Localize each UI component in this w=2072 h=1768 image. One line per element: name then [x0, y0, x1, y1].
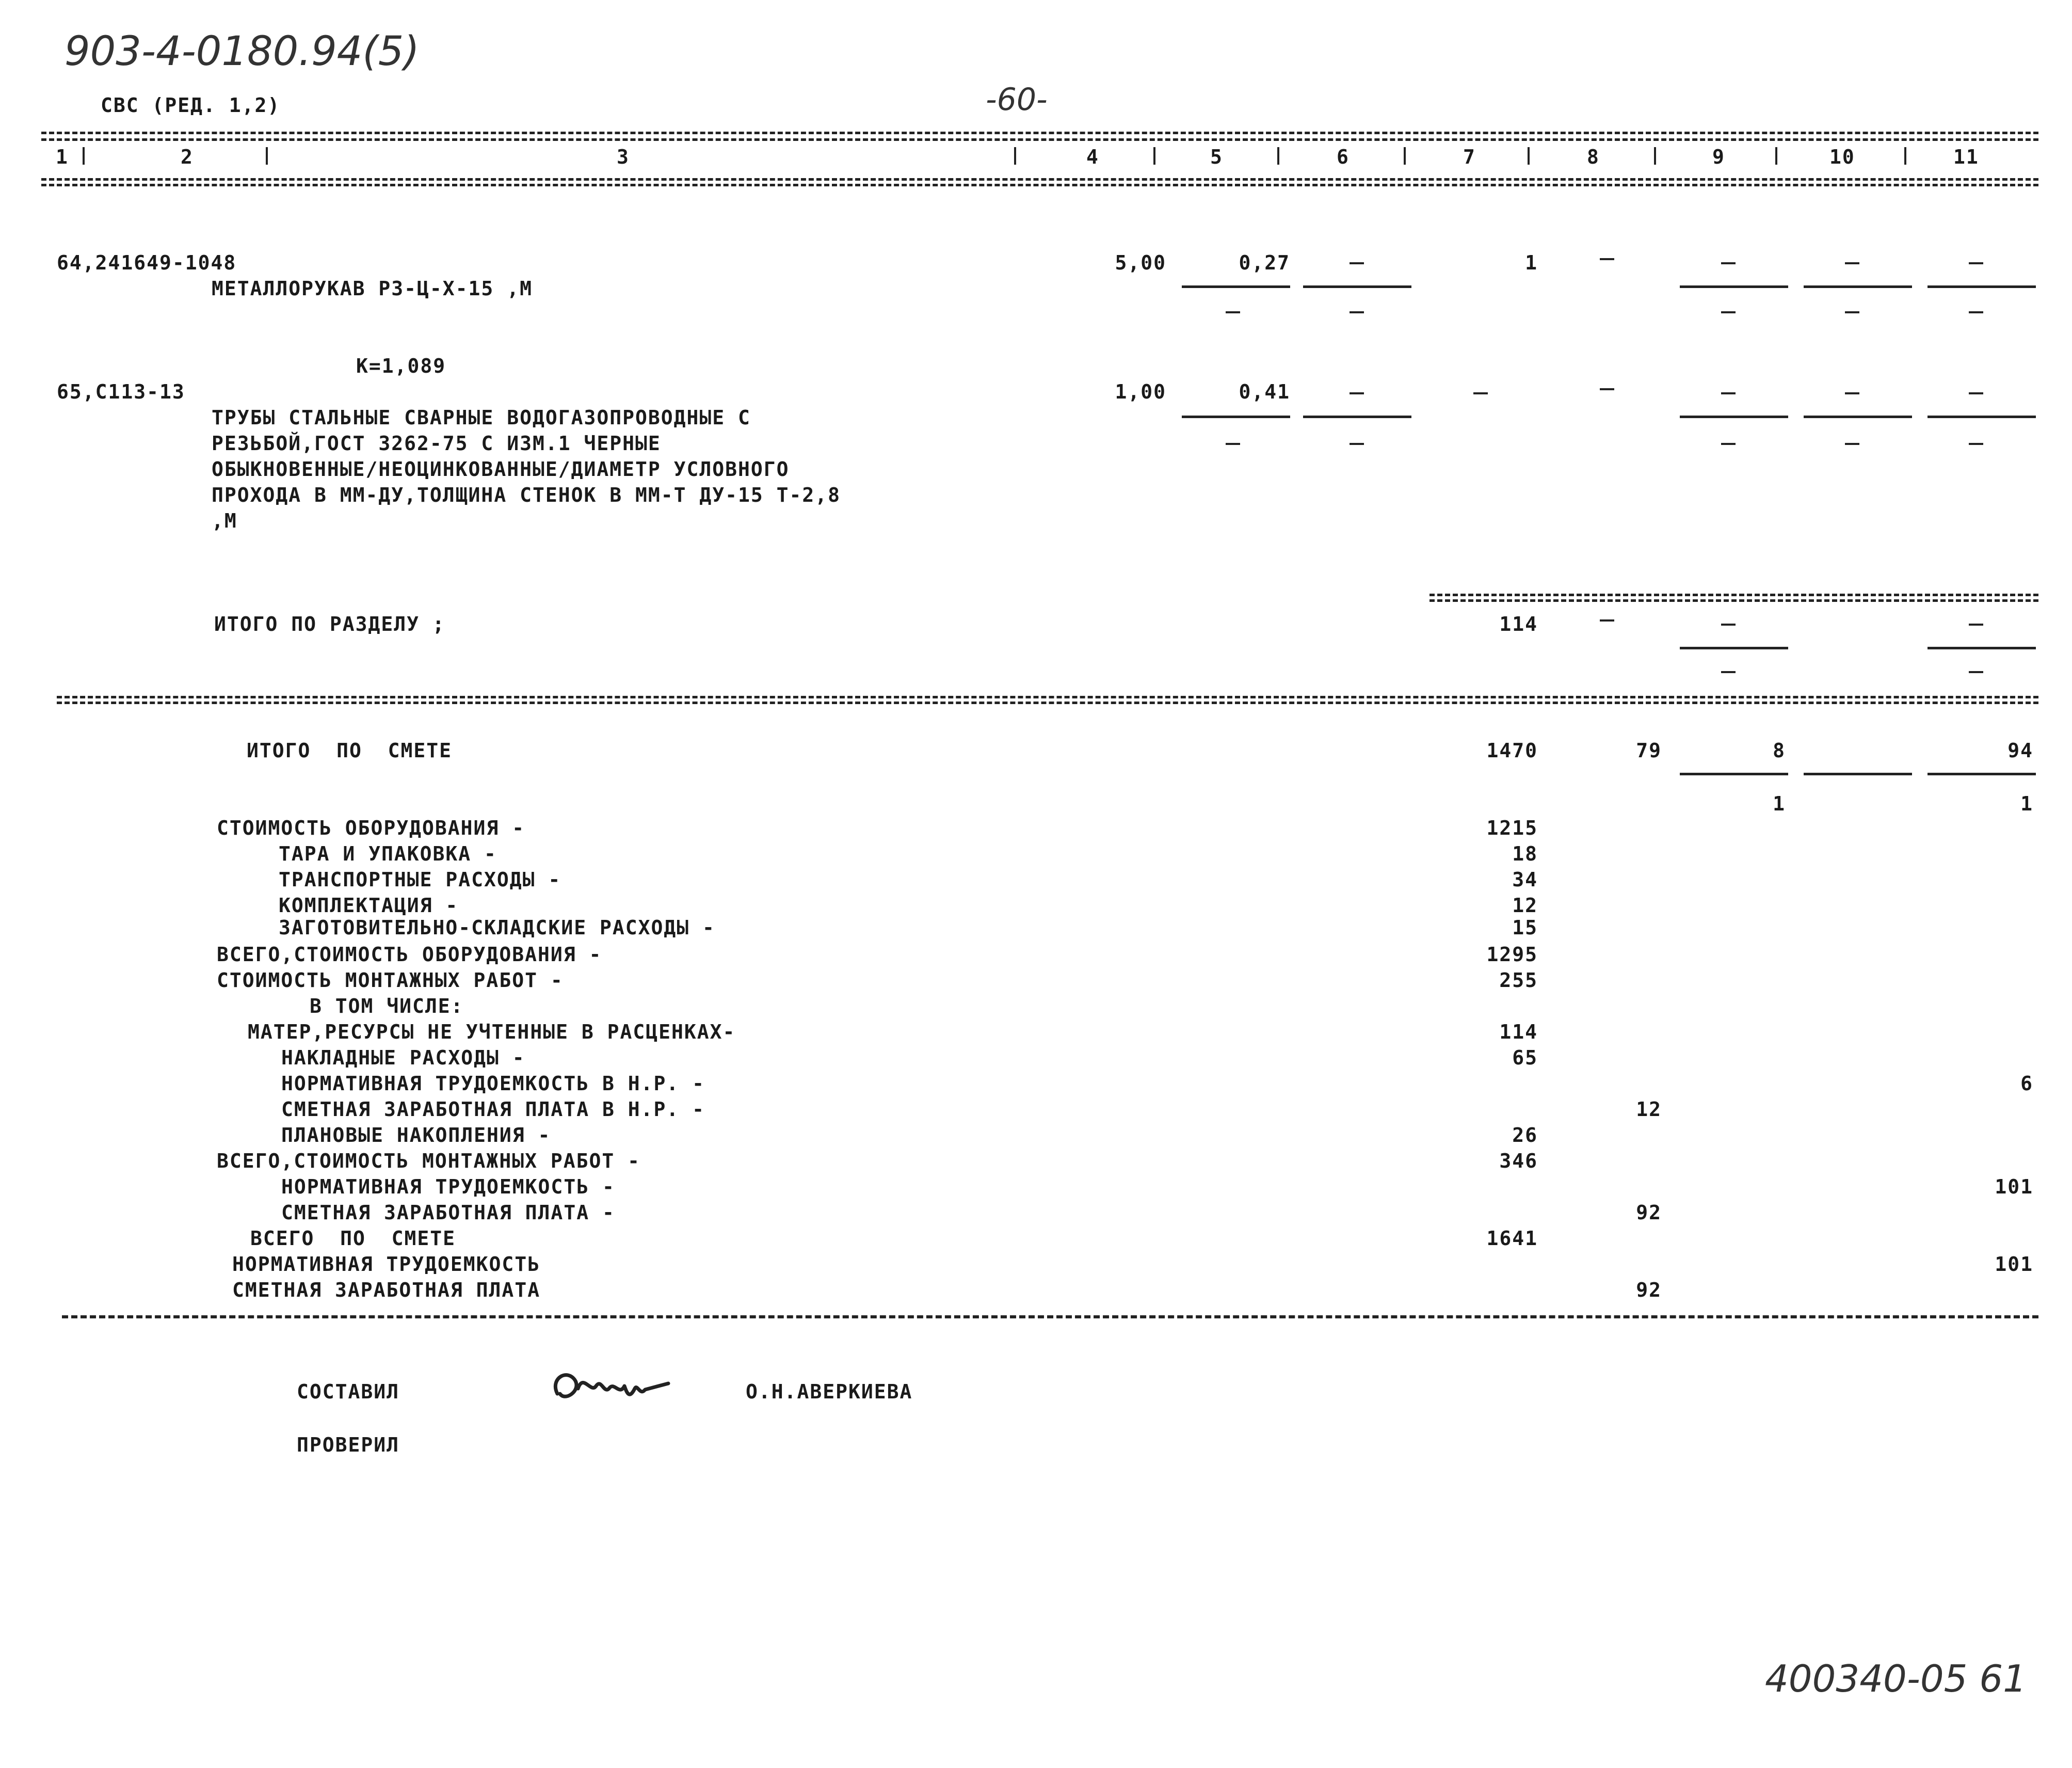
dash-mark: [1473, 392, 1488, 394]
summary-value: 26: [1512, 1124, 1538, 1146]
summary-value: 114: [1499, 1021, 1538, 1043]
summary-value: 15: [1512, 916, 1538, 939]
summary-value: 101: [1995, 1253, 2033, 1276]
summary-end-rule: [62, 1315, 2038, 1318]
summary-value: 12: [1636, 1098, 1662, 1121]
summary-value: 255: [1499, 969, 1538, 992]
dash-mark: [1721, 443, 1736, 445]
estimate-total-c9: 8: [1773, 739, 1786, 762]
estimate-total-c9-sub: 1: [1773, 792, 1786, 815]
summary-label: СТОИМОСТЬ ОБОРУДОВАНИЯ -: [217, 817, 525, 839]
item-name: МЕТАЛЛОРУКАВ РЗ-Ц-Х-15 ,М: [212, 277, 533, 300]
estimate-total-c8: 79: [1636, 739, 1662, 762]
dash-mark: [1226, 443, 1240, 445]
col-separator: [1775, 147, 1777, 165]
dash-mark: [1350, 262, 1364, 264]
dash-mark: [1721, 311, 1736, 313]
col-separator: [1014, 147, 1016, 165]
section-total-rule-2: [1429, 599, 2038, 602]
col-separator: [83, 147, 85, 165]
col-4: 4: [1086, 146, 1099, 168]
col-1: 1: [56, 146, 69, 168]
estimate-total-c7: 1470: [1486, 739, 1538, 762]
header-rule-bottom-2: [41, 184, 2038, 186]
dash-mark: [1969, 443, 1983, 445]
dash-mark: [1845, 262, 1859, 264]
dash-mark: [1969, 311, 1983, 313]
header-rule-bottom: [41, 178, 2038, 181]
header-rule-top-2: [41, 138, 2038, 141]
item-description-line: ПРОХОДА В ММ-ДУ,ТОЛЩИНА СТЕНОК В ММ-Т ДУ-15 Т-2,8: [212, 484, 841, 506]
summary-value: 18: [1512, 842, 1538, 865]
col-separator: [1904, 147, 1906, 165]
summary-label: ВСЕГО ПО СМЕТЕ: [250, 1227, 456, 1250]
estimate-total-c11: 94: [2007, 739, 2033, 762]
fraction-rule: [1928, 773, 2036, 775]
summary-label: ТРАНСПОРТНЫЕ РАСХОДЫ -: [279, 868, 561, 891]
fraction-rule: [1303, 416, 1411, 418]
fraction-rule: [1804, 773, 1912, 775]
dash-mark: [1721, 392, 1736, 394]
summary-value: 65: [1512, 1046, 1538, 1069]
col-8: 8: [1587, 146, 1600, 168]
summary-value: 1641: [1486, 1227, 1538, 1250]
program-label: СВС (РЕД. 1,2): [101, 94, 281, 117]
header-rule-top: [41, 132, 2038, 134]
summary-value: 92: [1636, 1279, 1662, 1301]
col-6: 6: [1337, 146, 1350, 168]
fraction-rule: [1804, 416, 1912, 418]
item-description-line: РЕЗЬБОЙ,ГОСТ 3262-75 С ИЗМ.1 ЧЕРНЫЕ: [212, 432, 661, 455]
composed-by-name: О.Н.АВЕРКИЕВА: [746, 1380, 913, 1403]
summary-value: 101: [1995, 1175, 2033, 1198]
summary-label: МАТЕР,РЕСУРСЫ НЕ УЧТЕННЫЕ В РАСЦЕНКАХ-: [248, 1021, 736, 1043]
dash-mark: [1721, 262, 1736, 264]
col-10: 10: [1829, 146, 1855, 168]
summary-label: СМЕТНАЯ ЗАРАБОТНАЯ ПЛАТА: [232, 1279, 541, 1301]
summary-value: 1215: [1486, 817, 1538, 839]
col-5: 5: [1210, 146, 1223, 168]
summary-label: ВСЕГО,СТОИМОСТЬ МОНТАЖНЫХ РАБОТ -: [217, 1150, 640, 1172]
item-description-line: ТРУБЫ СТАЛЬНЫЕ СВАРНЫЕ ВОДОГАЗОПРОВОДНЫЕ С: [212, 406, 751, 429]
page-number: -60-: [986, 82, 1048, 118]
composed-by-label: СОСТАВИЛ: [297, 1380, 400, 1403]
summary-value: 34: [1512, 868, 1538, 891]
section-total-label: ИТОГО ПО РАЗДЕЛУ ;: [214, 613, 445, 635]
summary-label: НОРМАТИВНАЯ ТРУДОЕМКОСТЬ -: [281, 1175, 615, 1198]
item-qty: 5,00: [1115, 251, 1166, 274]
summary-label: ВСЕГО,СТОИМОСТЬ ОБОРУДОВАНИЯ -: [217, 943, 602, 966]
item-price: 0,27: [1239, 251, 1290, 274]
dash-mark: [1969, 392, 1983, 394]
fraction-rule: [1680, 647, 1788, 649]
fraction-rule: [1680, 285, 1788, 288]
dash-mark: [1600, 258, 1614, 260]
col-2: 2: [181, 146, 194, 168]
fraction-rule: [1804, 285, 1912, 288]
col-11: 11: [1953, 146, 1979, 168]
summary-label: НОРМАТИВНАЯ ТРУДОЕМКОСТЬ: [232, 1253, 541, 1276]
dash-mark: [1350, 311, 1364, 313]
section-separator-2: [57, 702, 2038, 704]
summary-label: НОРМАТИВНАЯ ТРУДОЕМКОСТЬ В Н.Р. -: [281, 1072, 705, 1095]
col-separator: [1404, 147, 1406, 165]
summary-label: ТАРА И УПАКОВКА -: [279, 842, 497, 865]
item-id: 65,С113-13: [57, 380, 185, 403]
item-qty: 1,00: [1115, 380, 1166, 403]
summary-label: ЗАГОТОВИТЕЛЬНО-СКЛАДСКИЕ РАСХОДЫ -: [279, 916, 715, 939]
fraction-rule: [1928, 416, 2036, 418]
handwritten-signature: [547, 1358, 671, 1414]
summary-label: СМЕТНАЯ ЗАРАБОТНАЯ ПЛАТА -: [281, 1201, 615, 1224]
section-total-rule: [1429, 594, 2038, 596]
fraction-rule: [1182, 416, 1290, 418]
dash-mark: [1969, 262, 1983, 264]
col-separator: [1528, 147, 1530, 165]
col-separator: [1153, 147, 1155, 165]
fraction-rule: [1928, 285, 2036, 288]
checked-by-label: ПРОВЕРИЛ: [297, 1433, 400, 1456]
dash-mark: [1600, 388, 1614, 390]
dash-mark: [1845, 311, 1859, 313]
dash-mark: [1350, 392, 1364, 394]
dash-mark: [1721, 624, 1736, 626]
dash-mark: [1350, 443, 1364, 445]
fraction-rule: [1303, 285, 1411, 288]
summary-label: В ТОМ ЧИСЛЕ:: [310, 995, 464, 1017]
fraction-rule: [1182, 285, 1290, 288]
section-separator: [57, 696, 2038, 698]
dash-mark: [1845, 392, 1859, 394]
item-id: 64,241649-1048: [57, 251, 237, 274]
summary-label: КОМПЛЕКТАЦИЯ -: [279, 894, 459, 917]
summary-label: СТОИМОСТЬ МОНТАЖНЫХ РАБОТ -: [217, 969, 564, 992]
col-separator: [266, 147, 268, 165]
item-description-line: ОБЫКНОВЕННЫЕ/НЕОЦИНКОВАННЫЕ/ДИАМЕТР УСЛОВНОГО: [212, 458, 790, 481]
item-description-line: ,М: [212, 509, 237, 532]
dash-mark: [1721, 671, 1736, 673]
col-7: 7: [1463, 146, 1476, 168]
fraction-rule: [1680, 416, 1788, 418]
dash-mark: [1969, 624, 1983, 626]
col-3: 3: [617, 146, 630, 168]
fraction-rule: [1928, 647, 2036, 649]
footer-code: 400340-05 61: [1765, 1657, 2027, 1700]
item-coefficient: К=1,089: [356, 355, 446, 377]
summary-label: НАКЛАДНЫЕ РАСХОДЫ -: [281, 1046, 525, 1069]
summary-value: 6: [2020, 1072, 2033, 1095]
col-separator: [1277, 147, 1279, 165]
col-9: 9: [1712, 146, 1725, 168]
dash-mark: [1969, 671, 1983, 673]
document-code: 903-4-0180.94(5): [65, 28, 420, 75]
dash-mark: [1226, 311, 1240, 313]
dash-mark: [1845, 443, 1859, 445]
dash-mark: [1600, 619, 1614, 622]
summary-value: 1295: [1486, 943, 1538, 966]
item-cost: 1: [1525, 251, 1538, 274]
fraction-rule: [1680, 773, 1788, 775]
summary-value: 12: [1512, 894, 1538, 917]
estimate-total-label: ИТОГО ПО СМЕТЕ: [247, 739, 453, 762]
item-price: 0,41: [1239, 380, 1290, 403]
summary-label: ПЛАНОВЫЕ НАКОПЛЕНИЯ -: [281, 1124, 551, 1146]
section-total-cost: 114: [1499, 613, 1538, 635]
col-separator: [1654, 147, 1656, 165]
summary-value: 346: [1499, 1150, 1538, 1172]
estimate-total-c11-sub: 1: [2020, 792, 2033, 815]
summary-value: 92: [1636, 1201, 1662, 1224]
summary-label: СМЕТНАЯ ЗАРАБОТНАЯ ПЛАТА В Н.Р. -: [281, 1098, 705, 1121]
